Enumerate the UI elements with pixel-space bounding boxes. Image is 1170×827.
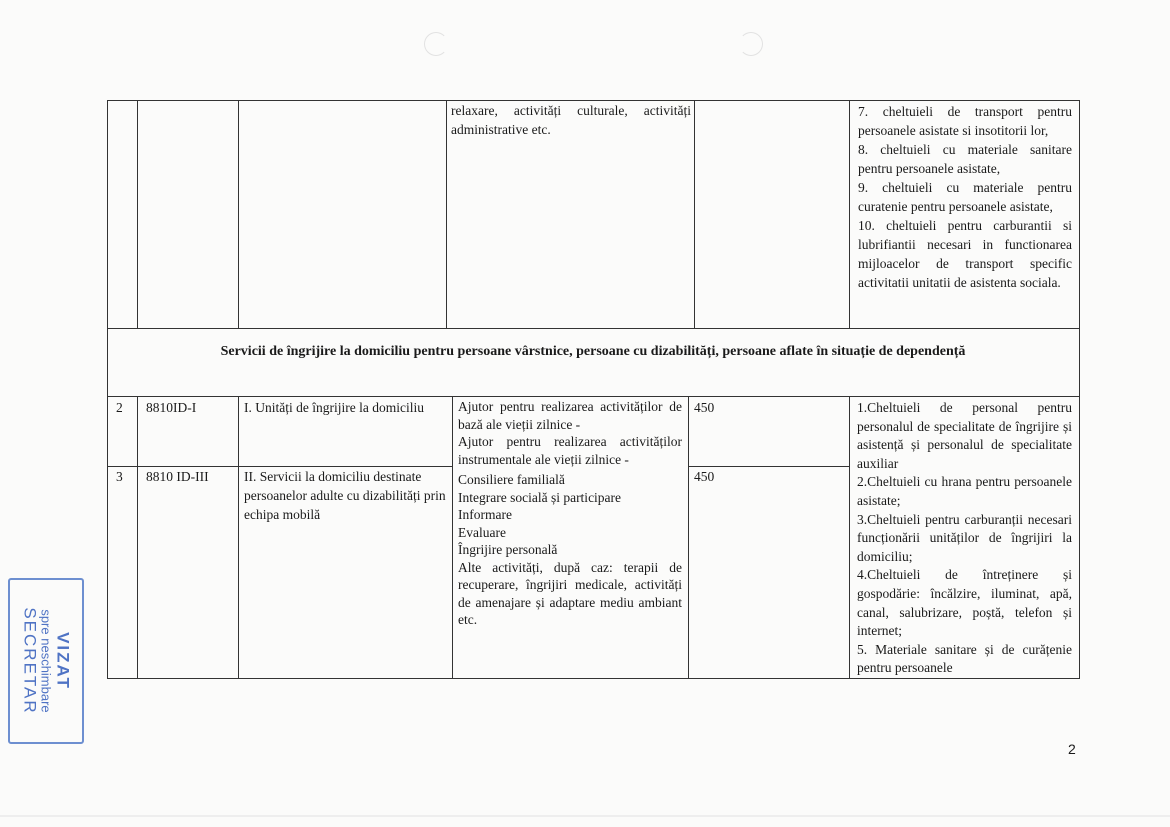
activity-item: Alte activități, după caz: terapii de recuperare, îngrijiri medicale, activități de amenajare și adaptare mediu ambiant etc. bbox=[458, 559, 682, 627]
stamp-line-secretar: SECRETAR bbox=[20, 607, 40, 715]
page-number: 2 bbox=[1068, 741, 1076, 757]
expense-item: 9. cheltuieli cu materiale pentru curatenie pentru persoanele asistate, bbox=[858, 180, 1072, 214]
expense-item: 8. cheltuieli cu materiale sanitare pentru persoanele asistate, bbox=[858, 142, 1072, 176]
activity-item: Ajutor pentru realizarea activităților de bază ale vieții zilnice - bbox=[458, 399, 682, 432]
stamp-line-vizat: VIZAT bbox=[53, 632, 73, 690]
row-2-service: I. Unități de îngrijire la domiciliu bbox=[244, 400, 424, 415]
section-title: Servicii de îngrijire la domiciliu pentru persoane vârstnice, persoane cu dizabilități, persoane aflate în situație de dependență bbox=[220, 344, 966, 359]
top-row-activities: relaxare, activități culturale, activități administrative etc. bbox=[451, 103, 691, 137]
row-2-code: 8810ID-I bbox=[146, 400, 197, 415]
row-3-code: 8810 ID-III bbox=[146, 469, 209, 484]
row-3-nr: 3 bbox=[116, 469, 123, 484]
row-3-service: II. Servicii la domiciliu destinate persoanelor adulte cu dizabilități prin echipa mobilă bbox=[244, 469, 446, 522]
activity-item: Integrare socială și participare bbox=[458, 489, 622, 505]
row-2-nr: 2 bbox=[116, 400, 123, 415]
expense-item: 2.Cheltuieli cu hrana pentru persoanele asistate; bbox=[857, 474, 1072, 508]
expenses-list bbox=[857, 399, 1072, 678]
activity-item: Îngrijire personală bbox=[458, 542, 558, 557]
expense-item: 7. cheltuieli de transport pentru persoanele asistate si insotitorii lor, bbox=[858, 104, 1072, 138]
stamp-line-neschimbare: spre neschimbare bbox=[38, 609, 54, 713]
activity-item: Ajutor pentru realizarea activităților instrumentale ale vieții zilnice - bbox=[458, 434, 682, 467]
punch-hole-left bbox=[424, 32, 448, 56]
expense-item: 5. Materiale sanitare și de curățenie pentru persoanele bbox=[857, 641, 1072, 676]
punch-hole-right bbox=[739, 32, 763, 56]
page-edge-shadow bbox=[0, 815, 1170, 817]
row-3-capacity: 450 bbox=[694, 469, 715, 484]
stamp-text bbox=[21, 607, 72, 714]
expense-item: 10. cheltuieli pentru carburantii si lubrifiantii necesari in functionarea mijloacelor de transport specific activitatii unitatii de asistenta sociala. bbox=[858, 218, 1072, 290]
row-2-capacity: 450 bbox=[694, 400, 715, 415]
expense-item: 4.Cheltuieli de întreținere și gospodărie: încălzire, iluminat, apă, canal, salubrizare, poștă, telefon și internet; bbox=[857, 567, 1072, 639]
expense-item: 1.Cheltuieli de personal pentru personalul de specialitate de îngrijire și asistență și personalul de specialitate auxiliar bbox=[857, 400, 1072, 471]
approval-stamp bbox=[8, 578, 84, 744]
expense-item: 3.Cheltuieli pentru carburanții necesari funcționării unităților de îngrijiri la domiciliu; bbox=[857, 511, 1072, 564]
activities-list bbox=[458, 398, 682, 629]
top-row-expenses bbox=[858, 102, 1072, 292]
activity-item: Consiliere familială bbox=[458, 472, 565, 487]
activity-item: Evaluare bbox=[458, 524, 506, 540]
activity-item: Informare bbox=[458, 507, 512, 522]
